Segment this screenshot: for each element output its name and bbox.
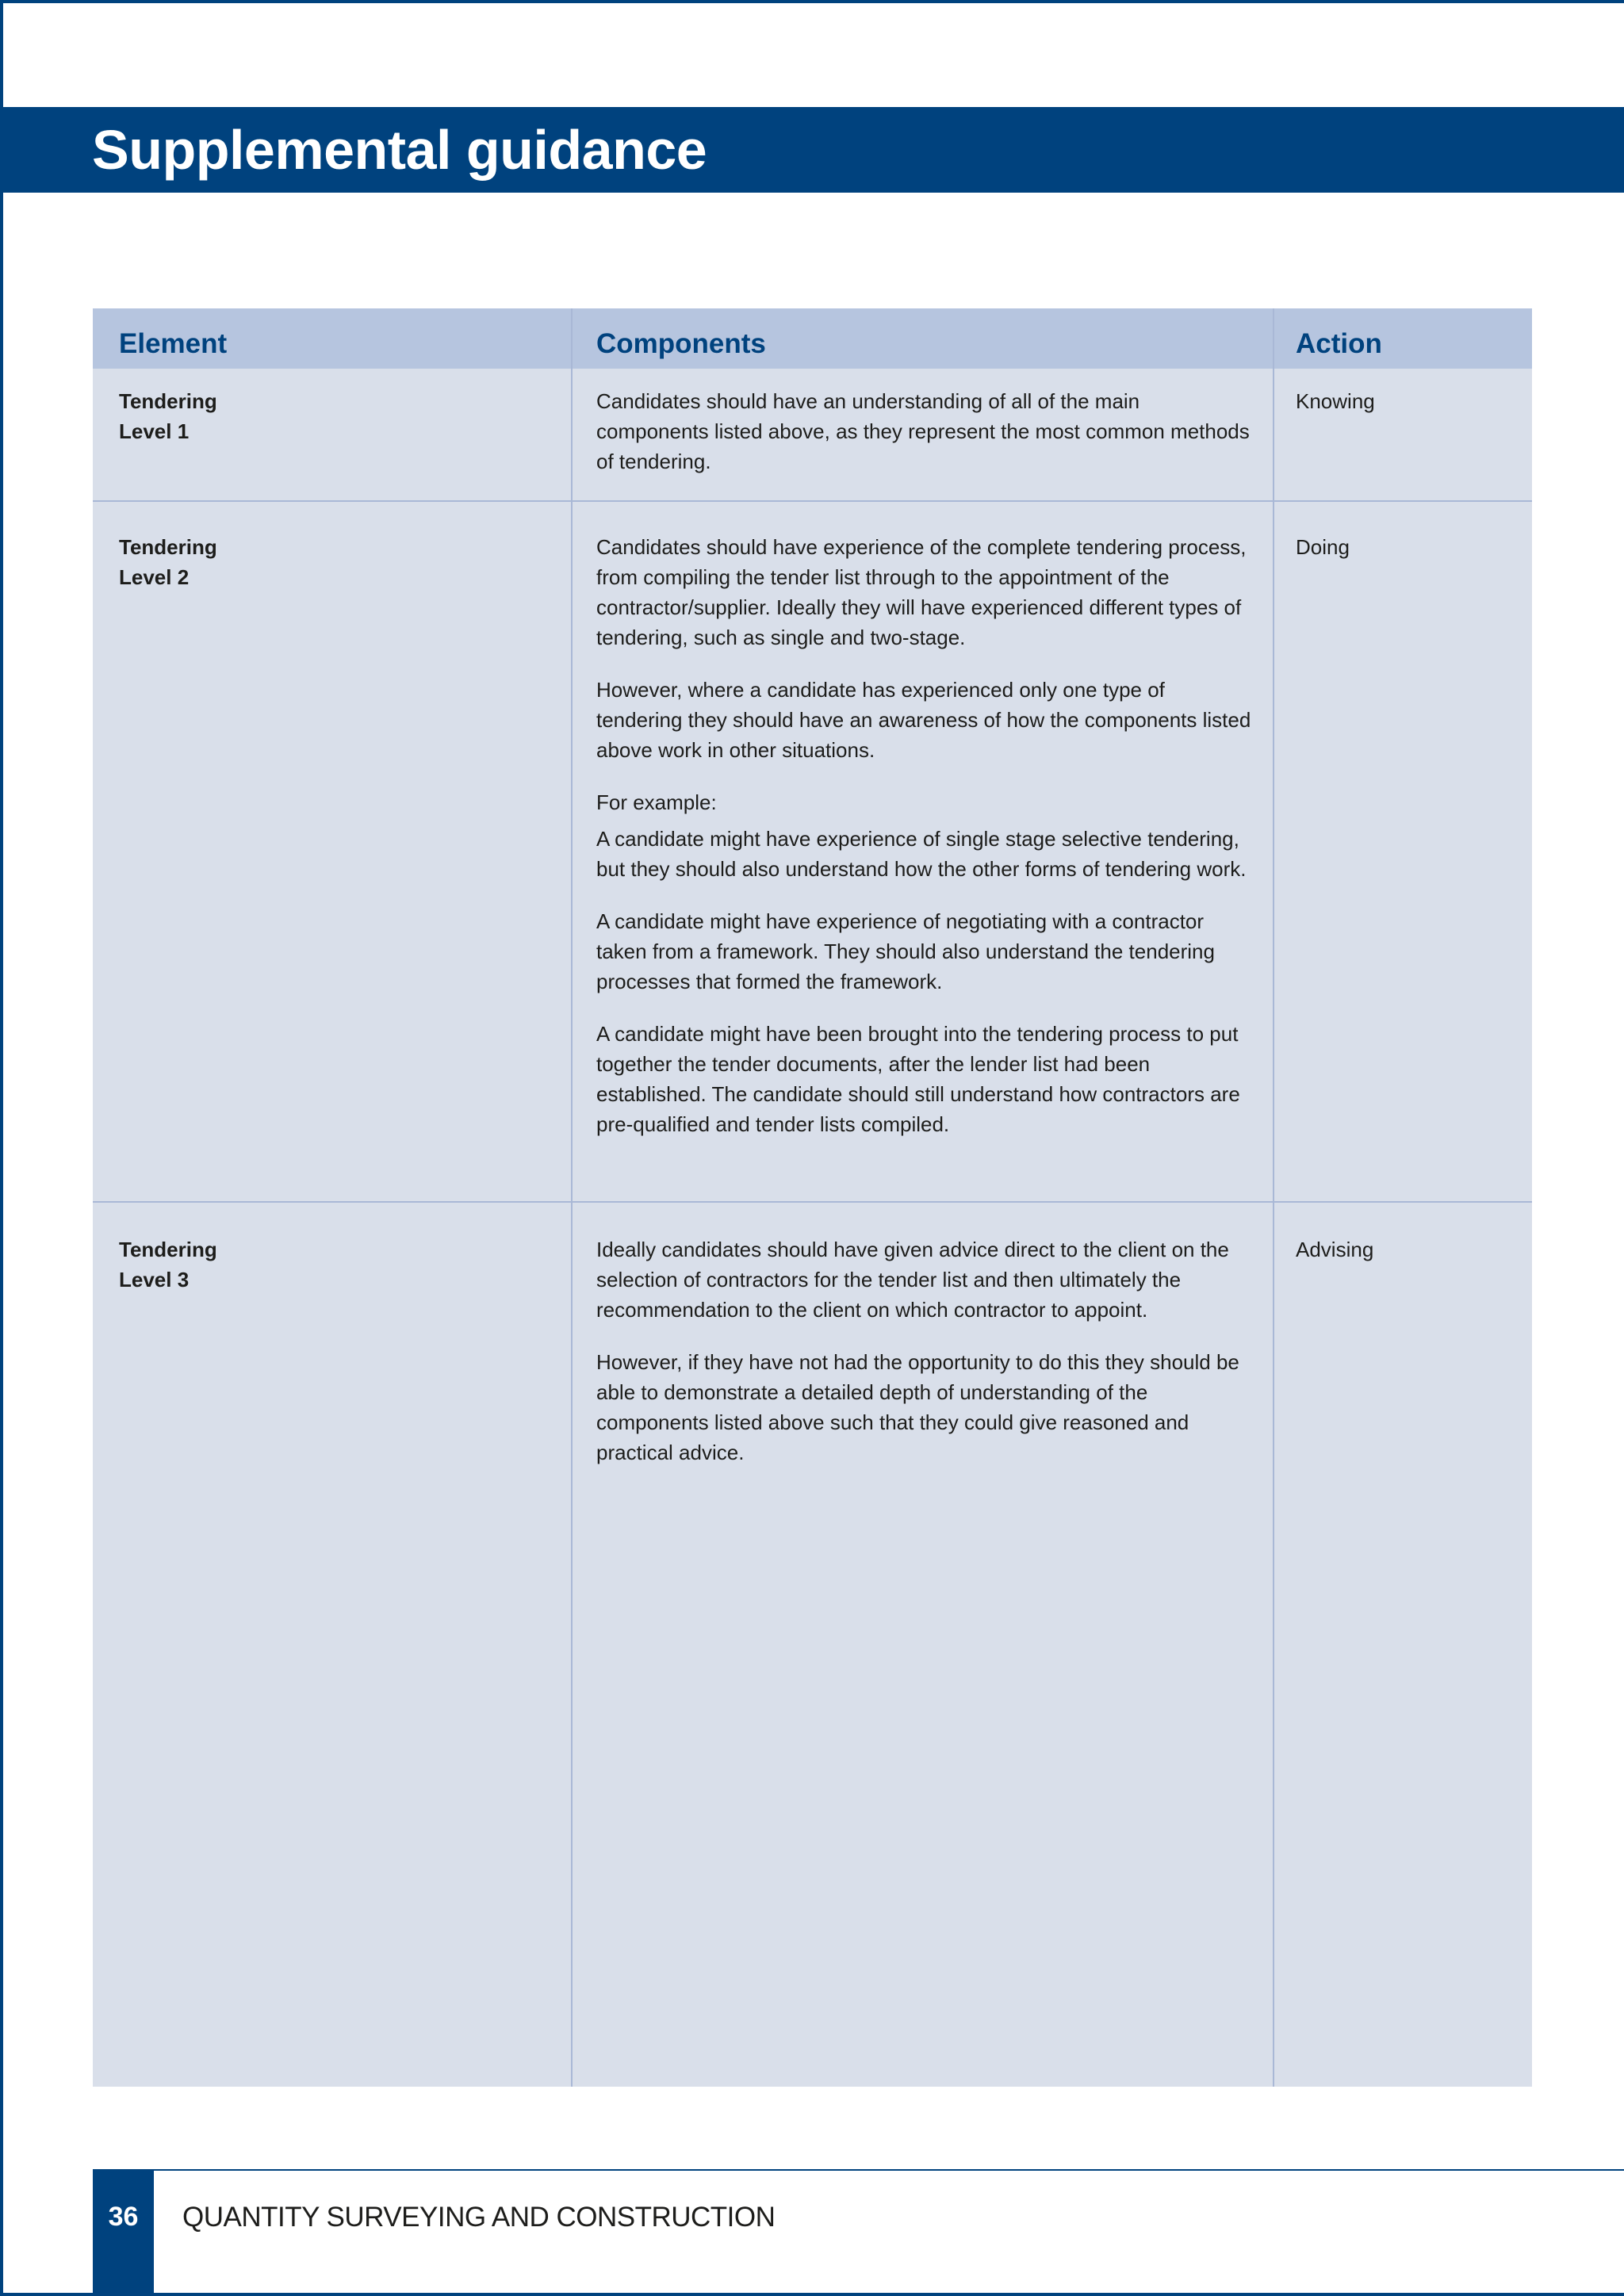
footer-section-title: QUANTITY SURVEYING AND CONSTRUCTION	[182, 2202, 776, 2233]
title-bar	[0, 107, 1624, 193]
page-title: Supplemental guidance	[92, 119, 707, 181]
header-action: Action	[1296, 328, 1382, 359]
footer-rule	[93, 2169, 1624, 2171]
element-level: Level 1	[119, 419, 190, 443]
row-action: Knowing	[1296, 389, 1375, 413]
row-action: Advising	[1296, 1238, 1374, 1261]
header-element: Element	[119, 328, 228, 359]
components-paragraph: A candidate might have been brought into the tendering process to put together the tender documents, after the lender list had been established. The candidate should still understand how contractors are pre-qualified and tender lists compiled.	[596, 1022, 1240, 1136]
row-element	[119, 386, 547, 446]
row-components	[596, 1234, 1254, 1468]
row-components	[596, 532, 1254, 1139]
components-paragraph: However, if they have not had the opportunity to do this they should be able to demonstrate a detailed depth of understanding of the components listed above such that they could give reasoned and practical advice.	[596, 1350, 1239, 1464]
row-divider	[93, 500, 1532, 502]
components-paragraph: A candidate might have experience of single stage selective tendering, but they should also understand how the other forms of tendering work.	[596, 827, 1247, 881]
row-components	[596, 386, 1254, 476]
components-paragraph: Candidates should have an understanding of all of the main components listed above, as they represent the most common methods of tendering.	[596, 389, 1250, 473]
components-paragraph: A candidate might have experience of negotiating with a contractor taken from a framework. They should also understand the tendering processes that formed the framework.	[596, 909, 1215, 993]
row-element	[119, 1234, 547, 1295]
page-number: 36	[108, 2202, 139, 2232]
row-divider	[93, 1201, 1532, 1203]
components-paragraph: However, where a candidate has experienced only one type of tendering they should have an awareness of how the components listed above work in other situations.	[596, 678, 1251, 762]
components-paragraph: Ideally candidates should have given advice direct to the client on the selection of contractors for the tender list and then ultimately the recommendation to the client on which contractor to appoint.	[596, 1238, 1229, 1322]
guidance-table	[93, 308, 1532, 2087]
element-name: Tendering	[119, 389, 217, 413]
row-action: Doing	[1296, 535, 1350, 559]
element-name: Tendering	[119, 1238, 217, 1261]
element-name: Tendering	[119, 535, 217, 559]
components-paragraph: Candidates should have experience of the complete tendering process, from compiling the tender list through to the appointment of the contractor/supplier. Ideally they will have experienced different types of tendering, such as single and two-stage.	[596, 535, 1247, 649]
components-paragraph: For example:	[596, 790, 717, 814]
column-divider	[571, 308, 573, 2087]
header-components: Components	[596, 328, 766, 359]
element-level: Level 2	[119, 565, 190, 589]
page-number-badge	[93, 2169, 154, 2296]
element-level: Level 3	[119, 1268, 190, 1292]
column-divider	[1273, 308, 1274, 2087]
row-element	[119, 532, 547, 592]
